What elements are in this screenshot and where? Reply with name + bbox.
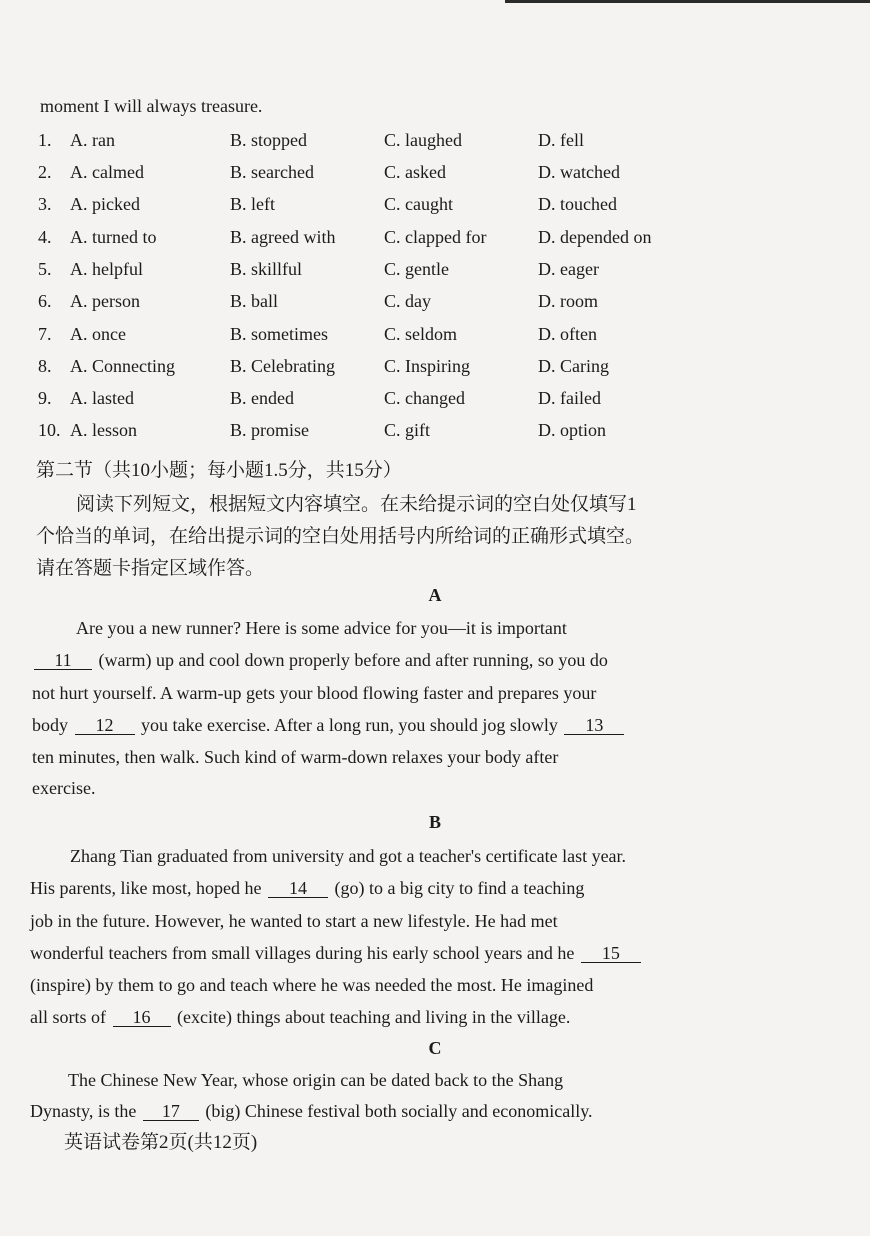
option-b: B. ball bbox=[230, 291, 278, 311]
option-d: D. option bbox=[538, 420, 607, 440]
section-instruction: 个恰当的单词，在给出提示词的空白处用括号内所给词的正确形式填空。 bbox=[36, 526, 645, 547]
blank-14[interactable]: 14 bbox=[268, 879, 328, 898]
option-row bbox=[38, 227, 738, 257]
option-d: D. watched bbox=[538, 162, 620, 182]
passage-a-line: ten minutes, then walk. Such kind of warm-down relaxes your body after bbox=[32, 747, 559, 767]
question-number: 3. bbox=[38, 194, 52, 214]
option-row bbox=[38, 324, 738, 354]
blank-17[interactable]: 17 bbox=[143, 1102, 199, 1121]
option-a: A. Connecting bbox=[70, 356, 175, 376]
passage-continuation: moment I will always treasure. bbox=[40, 96, 263, 116]
passage-a-text: body bbox=[32, 715, 68, 735]
option-a: A. ran bbox=[70, 130, 115, 150]
section-instruction: 请在答题卡指定区域作答。 bbox=[36, 558, 265, 579]
passage-b-text: all sorts of bbox=[30, 1007, 106, 1027]
option-c: C. seldom bbox=[384, 324, 458, 344]
option-a: A. lasted bbox=[70, 388, 134, 408]
question-number: 7. bbox=[38, 324, 52, 344]
passage-b-text: (excite) things about teaching and living in the village. bbox=[177, 1007, 571, 1027]
option-c: C. gentle bbox=[384, 259, 449, 279]
question-number: 6. bbox=[38, 291, 52, 311]
option-b: B. Celebrating bbox=[230, 356, 335, 376]
question-number: 4. bbox=[38, 227, 52, 247]
question-number: 8. bbox=[38, 356, 52, 376]
option-c: C. day bbox=[384, 291, 431, 311]
question-number: 2. bbox=[38, 162, 52, 182]
passage-b-line: job in the future. However, he wanted to start a new lifestyle. He had met bbox=[30, 911, 558, 931]
passage-a-line: Are you a new runner? Here is some advice for you—it is important bbox=[76, 618, 567, 638]
passage-c-line bbox=[30, 1101, 593, 1122]
option-d: D. often bbox=[538, 324, 597, 344]
passage-b-title: B bbox=[428, 812, 441, 832]
passage-a-line: not hurt yourself. A warm-up gets your blood flowing faster and prepares your bbox=[32, 683, 597, 703]
question-number: 1. bbox=[38, 130, 52, 150]
option-a: A. turned to bbox=[70, 227, 157, 247]
option-a: A. helpful bbox=[70, 259, 143, 279]
option-b: B. searched bbox=[230, 162, 314, 182]
blank-11[interactable]: 11 bbox=[34, 651, 92, 670]
passage-b-line bbox=[30, 1007, 570, 1028]
blank-16[interactable]: 16 bbox=[113, 1008, 171, 1027]
passage-a-text: (warm) up and cool down properly before and after running, so you do bbox=[98, 650, 608, 670]
passage-c-title: C bbox=[428, 1038, 442, 1058]
passage-b-text: wonderful teachers from small villages during his early school years and he bbox=[30, 943, 575, 963]
option-a: A. person bbox=[70, 291, 140, 311]
blank-15[interactable]: 15 bbox=[581, 944, 641, 963]
passage-b-line bbox=[30, 943, 643, 964]
passage-b-text: His parents, like most, hoped he bbox=[30, 878, 262, 898]
question-number: 10. bbox=[38, 420, 61, 440]
option-c: C. laughed bbox=[384, 130, 462, 150]
option-d: D. fell bbox=[538, 130, 584, 150]
passage-c-text: (big) Chinese festival both socially and economically. bbox=[205, 1101, 593, 1121]
option-a: A. lesson bbox=[70, 420, 137, 440]
passage-a-line: exercise. bbox=[32, 778, 96, 798]
option-d: D. eager bbox=[538, 259, 599, 279]
option-c: C. asked bbox=[384, 162, 446, 182]
question-number: 5. bbox=[38, 259, 52, 279]
option-c: C. changed bbox=[384, 388, 465, 408]
passage-c-line: The Chinese New Year, whose origin can be dated back to the Shang bbox=[68, 1070, 564, 1090]
option-d: D. Caring bbox=[538, 356, 609, 376]
option-b: B. ended bbox=[230, 388, 294, 408]
passage-b-line: (inspire) by them to go and teach where he was needed the most. He imagined bbox=[30, 975, 594, 995]
passage-b-line: Zhang Tian graduated from university and got a teacher's certificate last year. bbox=[70, 846, 627, 866]
passage-a-line bbox=[32, 715, 626, 736]
section-instruction: 阅读下列短文，根据短文内容填空。在未给提示词的空白处仅填写1 bbox=[76, 494, 637, 515]
option-b: B. promise bbox=[230, 420, 309, 440]
question-number: 9. bbox=[38, 388, 52, 408]
option-d: D. room bbox=[538, 291, 598, 311]
passage-a-text: you take exercise. After a long run, you should jog slowly bbox=[141, 715, 558, 735]
option-b: B. skillful bbox=[230, 259, 303, 279]
option-row bbox=[38, 388, 738, 418]
blank-13[interactable]: 13 bbox=[564, 716, 624, 735]
option-row bbox=[38, 420, 738, 450]
blank-12[interactable]: 12 bbox=[75, 716, 135, 735]
option-a: A. once bbox=[70, 324, 126, 344]
passage-b-text: (go) to a big city to find a teaching bbox=[334, 878, 585, 898]
option-row bbox=[38, 291, 738, 321]
option-c: C. Inspiring bbox=[384, 356, 471, 376]
option-c: C. caught bbox=[384, 194, 453, 214]
option-d: D. failed bbox=[538, 388, 601, 408]
option-c: C. gift bbox=[384, 420, 431, 440]
option-a: A. calmed bbox=[70, 162, 144, 182]
passage-a-line bbox=[32, 650, 608, 671]
option-d: D. touched bbox=[538, 194, 617, 214]
option-d: D. depended on bbox=[538, 227, 652, 247]
option-row bbox=[38, 130, 738, 160]
passage-a-title: A bbox=[428, 585, 442, 605]
page-footer: 英语试卷第2页(共12页) bbox=[64, 1132, 258, 1153]
option-row bbox=[38, 259, 738, 289]
option-row bbox=[38, 356, 738, 386]
option-b: B. sometimes bbox=[230, 324, 328, 344]
option-row bbox=[38, 194, 738, 224]
section-title: 第二节（共10小题；每小题1.5分，共15分） bbox=[36, 460, 402, 481]
option-b: B. left bbox=[230, 194, 275, 214]
option-c: C. clapped for bbox=[384, 227, 487, 247]
option-a: A. picked bbox=[70, 194, 140, 214]
option-b: B. agreed with bbox=[230, 227, 336, 247]
option-b: B. stopped bbox=[230, 130, 308, 150]
passage-c-text: Dynasty, is the bbox=[30, 1101, 137, 1121]
passage-b-line bbox=[30, 878, 584, 899]
option-row bbox=[38, 162, 738, 192]
